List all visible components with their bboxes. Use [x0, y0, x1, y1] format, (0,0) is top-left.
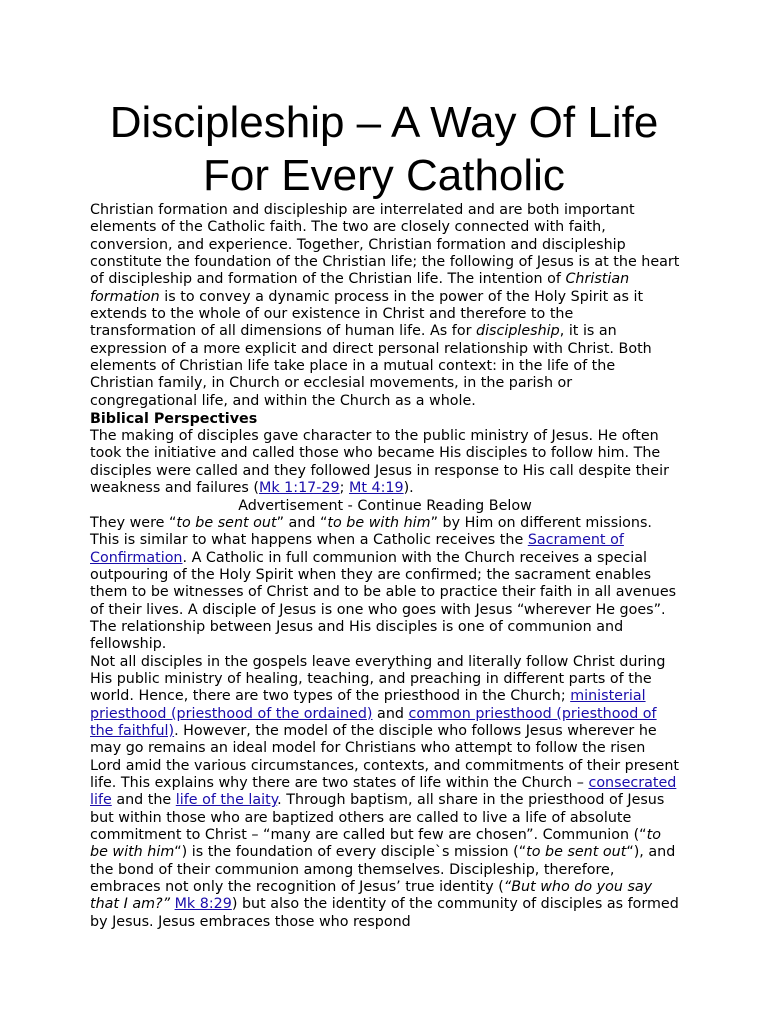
text-run: is to convey a dynamic process in the power of the Holy Spirit as it extends to the whole of our existence in Christ and therefore to the transformation of all dimensions of human life. As for [90, 288, 644, 340]
italic-quote: “But who do you say that I am?” [90, 879, 653, 913]
advertisement-label: Advertisement - Continue Reading Below [238, 497, 532, 514]
text-run: . Through baptism, all share in the priesthood of Jesus but within those who are baptized others are called to live a life of absolute commitment to Christ – “many are called but few are chosen”. Communion (“ [90, 792, 665, 844]
page-title: Discipleship – A Way Of Life For Every Catholic [109, 98, 659, 200]
text-run: “), and the bond of their communion among themselves. Discipleship, therefore, embraces not only the recognition of Jesus’ true identity ( [90, 844, 676, 896]
common-priesthood-link[interactable]: common priesthood (priesthood of the faithful) [90, 705, 657, 739]
text-run: . However, the model of the disciple who follows Jesus wherever he may go remains an ideal model for Christians who attempt to follow the risen Lord amid the various circumstances, contexts, and commitments of their present life. This explains why there are two states of life within the Church – [90, 722, 679, 791]
text-run: Not all disciples in the gospels leave everything and literally follow Christ during His public ministry of healing, teaching, and preaching in different parts of the world. Hence, there are two types of the priesthood in the Church; [90, 653, 666, 705]
scripture-link-mt-4[interactable]: Mt 4:19 [349, 480, 404, 497]
consecrated-life-link[interactable]: consecrated life [90, 775, 677, 809]
biblical-paragraph [90, 428, 680, 497]
intro-paragraph [90, 202, 680, 410]
italic-quote: to be sent out [526, 844, 627, 861]
scripture-link-mk-1[interactable]: Mk 1:17-29 [259, 480, 340, 497]
text-run: ; [339, 480, 350, 497]
text-run: ” by Him on different missions. This is similar to what happens when a Catholic receives the [90, 514, 652, 549]
sacrament-of-confirmation-link[interactable]: Sacrament of Confirmation [90, 532, 624, 566]
italic-quote: to be with him [90, 827, 661, 861]
text-run: ” and “ [276, 514, 328, 531]
text-run: and the [111, 792, 176, 809]
italic-quote: to be with him [327, 514, 431, 531]
italic-term: discipleship [476, 323, 560, 340]
text-run: The making of disciples gave character to the public ministry of Jesus. He often took the initiative and called those who became His disciples to follow him. The disciples were called and they followed Jesus in response to His call despite their weakness and failures ( [90, 428, 669, 497]
text-run: ). [403, 480, 414, 497]
text-run: They were “ [90, 514, 177, 531]
article [90, 0, 680, 931]
text-run: . A Catholic in full communion with the Church receives a special outpouring of the Holy Spirit when they are confirmed; the sacrament enables them to be witnesses of Christ and to be able to practice their faith in all avenues of their lives. A disciple of Jesus is one who goes with Jesus “wherever He goes”. The relationship between Jesus and His disciples is one of communion and fellowship. [90, 549, 677, 653]
scripture-link-mk-8[interactable]: Mk 8:29 [174, 896, 232, 913]
text-run: ) but also the identity of the community of disciples as formed by Jesus. Jesus embraces those who respond [90, 896, 679, 930]
priesthood-paragraph [90, 654, 680, 932]
italic-quote: to be sent out [176, 514, 277, 531]
text-run: , it is an expression of a more explicit and direct personal relationship with Christ. Both elements of Christian life take place in a mutual context: in the life of the Christian family, in Church or ecclesial movements, in the parish or congregational life, and within the Church as a whole. [90, 323, 652, 409]
section-heading-biblical: Biblical Perspectives [90, 411, 258, 428]
text-run: Christian formation and discipleship are interrelated and are both important elements of the Catholic faith. The two are closely connected with faith, conversion, and experience. Together, Christian formation and discipleship constitute the foundation of the Christian life; the following of Jesus is at the heart of discipleship and formation of the Christian life. The intention of [90, 202, 680, 288]
italic-term: Christian formation [90, 271, 630, 305]
text-run: “) is the foundation of every disciple`s mission (“ [174, 844, 527, 861]
life-of-the-laity-link[interactable]: life of the laity [175, 792, 278, 809]
ministerial-priesthood-link[interactable]: ministerial priesthood (priesthood of the ordained) [90, 688, 646, 722]
mission-paragraph [90, 515, 680, 654]
text-run: and [372, 705, 409, 722]
